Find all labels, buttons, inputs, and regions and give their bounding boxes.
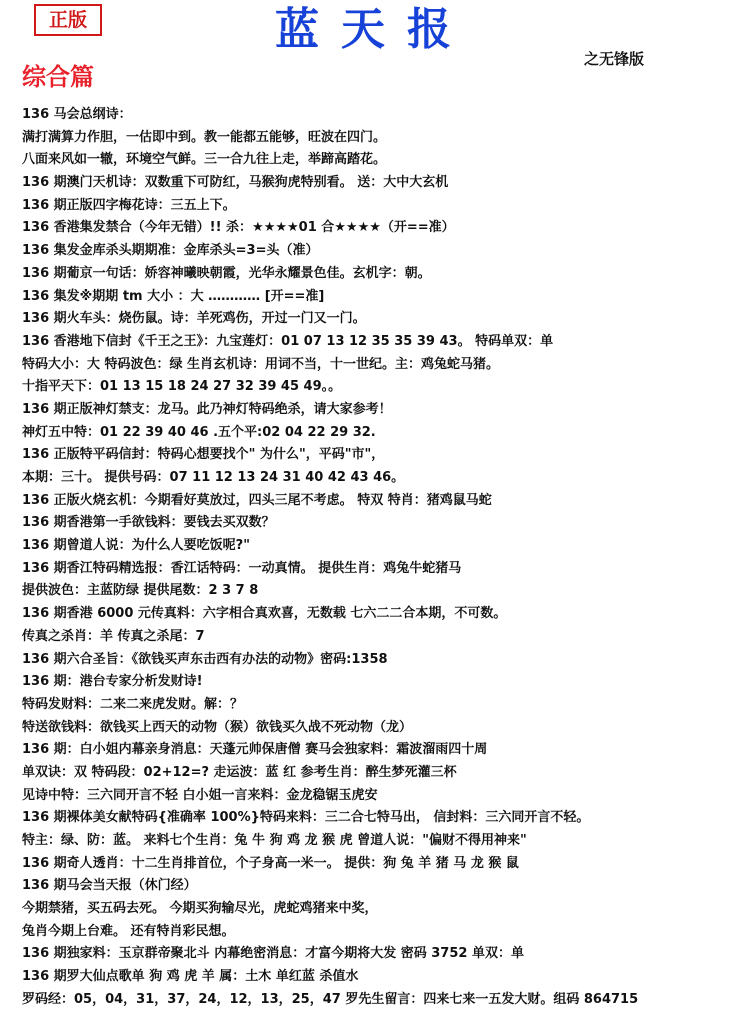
text-line: 见诗中特：三六同开言不轻 白小姐一言来料：金龙稳锯玉虎安 (22, 787, 378, 803)
edition-label: 之无锋版 (584, 50, 645, 68)
text-line: 提供波色：主蓝防绿 提供尾数：2 3 7 8 (22, 583, 259, 599)
text-line: 136 香港地下信封《千王之王》：九宝莲灯：01 07 13 12 35 35 39 43。 特码单双：单 (22, 333, 554, 349)
text-line: 罗码经：05，04，31，37，24，12，13，25，47 罗先生留言：四来七来一五发大财。组码 864715 (22, 991, 639, 1007)
text-line: 136 期马会当天报（休门经） (22, 878, 197, 894)
text-line: 136 马会总纲诗： (22, 107, 132, 122)
section-heading: 综合篇 (22, 63, 94, 91)
text-line: 136 正版火烧玄机：今期看好莫放过，四头三尾不考虑。 特双 特肖：猪鸡鼠马蛇 (22, 492, 492, 508)
text-line: 136 期奇人透肖：十二生肖排首位，个子身高一米一。 提供：狗 兔 羊 猪 马 龙 猴 鼠 (22, 855, 519, 871)
text-line: 136 期裸体美女献特码{准确率 100%}特码来料：三二合七特马出， 信封料：三六同开言不轻。 (22, 810, 590, 826)
text-line: 136 期澳门天机诗：双数重下可防红，马猴狗虎特别看。 送：大中大玄机 (22, 175, 449, 191)
text-line: 八面来风如一辙，环境空气鲜。三一合九往上走，举蹄高踏花。 (22, 152, 387, 168)
text-line: 136 期六合圣旨：《欲钱买声东击西有办法的动物》密码:1358 (22, 651, 388, 667)
text-line: 神灯五中特：01 22 39 40 46 .五个平:02 04 22 29 32. (22, 424, 376, 440)
text-line: 136 期葡京一句话：娇容神曦映朝霞，光华永耀景色佳。玄机字：朝。 (22, 265, 431, 281)
text-line: 136 期曾道人说：为什么人要吃饭呢?" (22, 538, 250, 554)
text-line: 单双诀：双 特码段：02+12=? 走运波：蓝 红 参考生肖：醉生梦死灌三杯 (22, 764, 457, 780)
text-line: 136 期罗大仙点歌单 狗 鸡 虎 羊 属：土木 单红蓝 杀值水 (22, 969, 359, 985)
text-line: 特送欲钱料：欲钱买上西天的动物（猴）欲钱买久战不死动物（龙） (22, 719, 413, 735)
text-line: 136 期：白小姐内幕亲身消息：天蓬元帅保唐僧 赛马会独家料：霜波溜雨四十周 (22, 742, 488, 758)
text-line: 十指平天下：01 13 15 18 24 27 32 39 45 49。。 (22, 379, 342, 395)
text-line: 136 期正版神灯禁支：龙马。此乃神灯特码绝杀，请大家参考！ (22, 401, 392, 417)
text-line: 136 正版特平码信封：特码心想要找个" 为什么"，平码"市"， (22, 447, 385, 463)
edition-badge: 正版 (34, 4, 102, 36)
text-line: 136 期香港 6000 元传真料：六字相合真欢喜，无数载 七六二二合本期，不可数。 (22, 606, 507, 622)
text-line: 136 期香港第一手欲钱料：要钱去买双数？ (22, 515, 275, 531)
text-line: 特主：绿、防：蓝。 来料七个生肖：兔 牛 狗 鸡 龙 猴 虎 曾道人说："偏财不得用神来" (22, 833, 527, 848)
text-line: 136 期独家料：玉京群帝聚北斗 内幕绝密消息：才富今期将大发 密码 3752 单双：单 (22, 946, 524, 962)
text-line: 兔肖今期上台难。 还有特肖彩民想。 (22, 923, 235, 939)
text-line: 传真之杀肖：羊 传真之杀尾：7 (22, 628, 205, 644)
text-line: 136 期火车头：烧伤鼠。诗：羊死鸡伤，开过一门又一门。 (22, 311, 366, 327)
text-line: 今期禁猪，买五码去死。 今期买狗输尽光，虎蛇鸡猪来中奖， (22, 901, 378, 917)
article-body (22, 104, 738, 1012)
text-line: 特码大小：大 特码波色：绿 生肖玄机诗：用词不当，十一世纪。主：鸡兔蛇马猪。 (22, 356, 500, 372)
text-line: 136 集发金库杀头期期准：金库杀头=3=头（准） (22, 243, 319, 259)
text-line: 本期：三十。 提供号码：07 11 12 13 24 31 40 42 43 46。 (22, 470, 405, 485)
text-line: 特码发财料：二来二来虎发财。解：？ (22, 696, 244, 712)
text-line: 满打满算力作胆，一估即中到。教一能都五能够，旺波在四门。 (22, 129, 387, 145)
text-line: 136 香港集发禁合（今年无错）!! 杀：★★★★01 合★★★★（开==准） (22, 220, 455, 236)
text-line: 136 期正版四字梅花诗：三五上下。 (22, 197, 236, 213)
newspaper-title: 蓝天报 (275, 4, 473, 55)
text-line: 136 期香江特码精选报：香江话特码：一动真情。 提供生肖：鸡兔牛蛇猪马 (22, 560, 462, 576)
text-line: 136 期：港台专家分析发财诗! (22, 674, 203, 690)
text-line: 136 集发※期期 tm 大小 ：大 ………… [开==准] (22, 288, 325, 304)
